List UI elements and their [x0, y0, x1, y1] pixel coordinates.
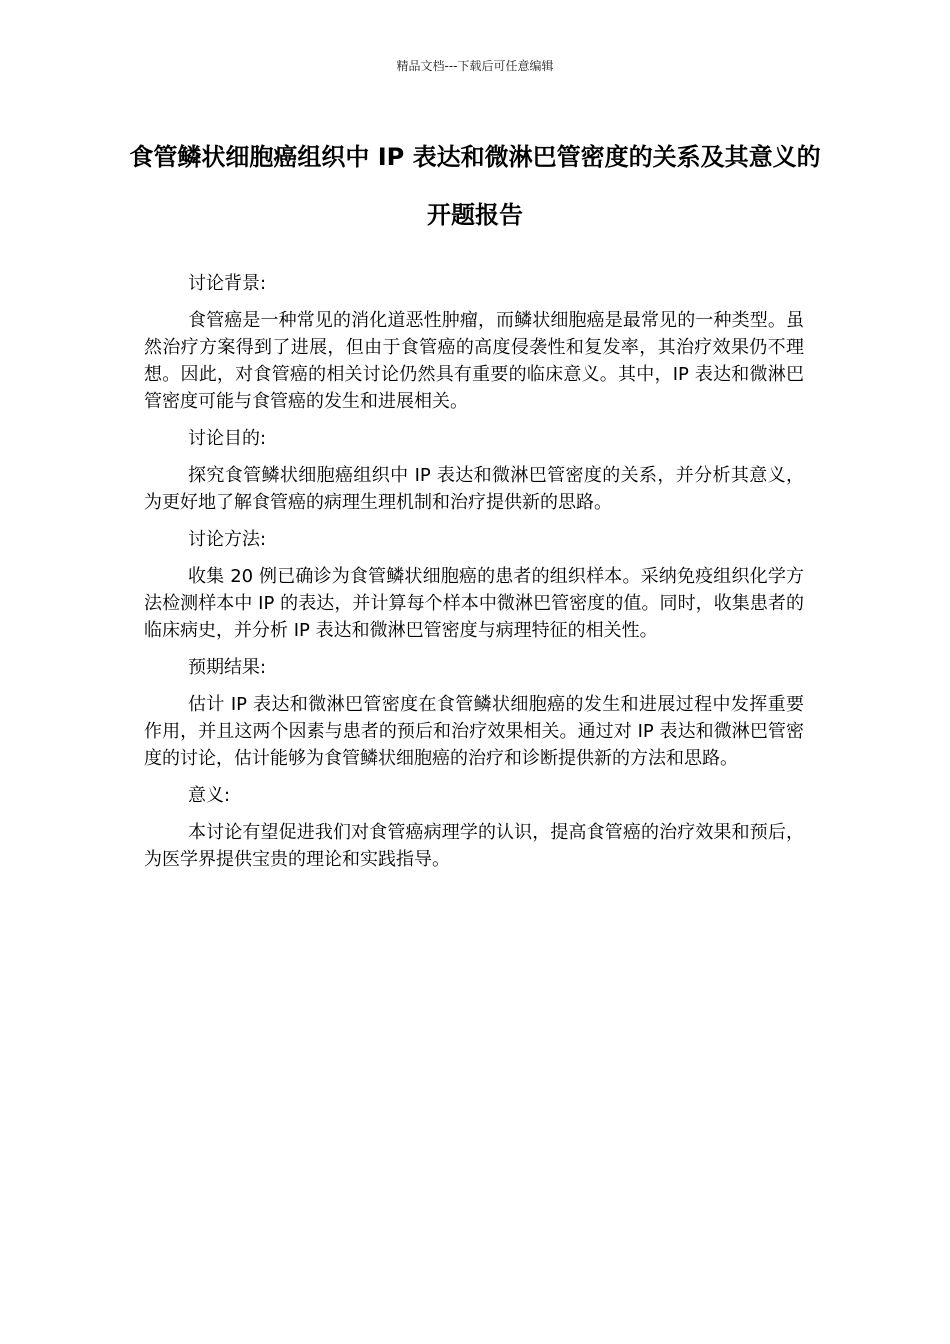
section-background — [144, 270, 804, 415]
header-note: 精品文档---下载后可任意编辑 — [396, 59, 554, 73]
document-title: 食管鳞状细胞癌组织中 IP 表达和微淋巴管密度的关系及其意义的开题报告 — [129, 143, 821, 229]
section-heading: 意义: — [188, 785, 231, 806]
section-paragraph: 本讨论有望促进我们对食管癌病理学的认识，提高食管癌的治疗效果和预后，为医学界提供宝贵的理论和实践指导。 — [144, 822, 804, 870]
section-objective — [144, 425, 804, 516]
section-methods — [144, 526, 804, 644]
section-paragraph: 收集 20 例已确诊为食管鳞状细胞癌的患者的组织样本。采纳免疫组织化学方法检测样本中 IP 的表达，并计算每个样本中微淋巴管密度的值。同时，收集患者的临床病史，并分析 IP 表达和微淋巴管密度与病理特征的相关性。 — [144, 566, 804, 641]
section-expected-results — [144, 654, 804, 772]
section-paragraph: 估计 IP 表达和微淋巴管密度在食管鳞状细胞癌的发生和进展过程中发挥重要作用，并且这两个因素与患者的预后和治疗效果相关。通过对 IP 表达和微淋巴管密度的讨论，估计能够为食管鳞状细胞癌的治疗和诊断提供新的方法和思路。 — [144, 694, 804, 769]
document-body — [144, 270, 804, 883]
section-significance — [144, 782, 804, 873]
section-paragraph: 食管癌是一种常见的消化道恶性肿瘤，而鳞状细胞癌是最常见的一种类型。虽然治疗方案得到了进展，但由于食管癌的高度侵袭性和复发率，其治疗效果仍不理想。因此，对食管癌的相关讨论仍然具有重要的临床意义。其中，IP 表达和微淋巴管密度可能与食管癌的发生和进展相关。 — [144, 310, 804, 412]
section-heading: 讨论背景: — [188, 273, 267, 294]
section-paragraph: 探究食管鳞状细胞癌组织中 IP 表达和微淋巴管密度的关系，并分析其意义，为更好地了解食管癌的病理生理机制和治疗提供新的思路。 — [144, 465, 804, 513]
section-heading: 讨论目的: — [188, 428, 267, 449]
section-heading: 预期结果: — [188, 657, 267, 678]
section-heading: 讨论方法: — [188, 529, 267, 550]
